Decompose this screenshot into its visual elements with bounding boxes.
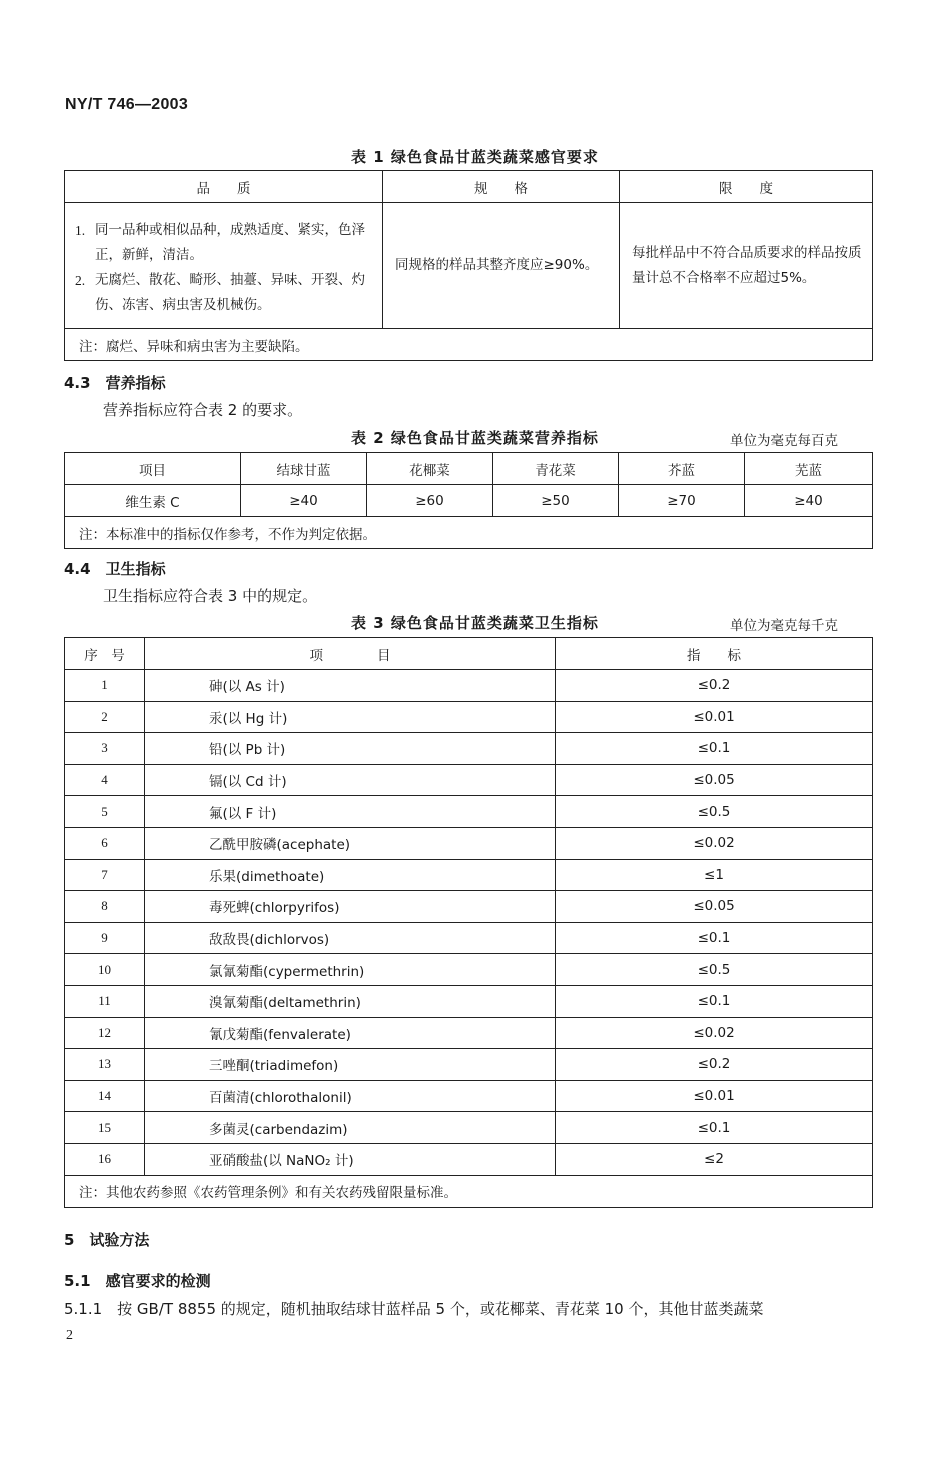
section-5-heading: 5 试验方法 [64,1231,150,1249]
table1-spec-cell: 同规格的样品其整齐度应≥90%。 [383,203,620,329]
table1-header-tolerance: 限 度 [620,171,873,203]
table-row [65,796,873,828]
section-5-1-heading: 5.1 感官要求的检测 [64,1272,211,1290]
table1-quality-cell [65,203,383,329]
table1-caption: 表 1 绿色食品甘蓝类蔬菜感官要求 [351,148,599,166]
table-row [65,1017,873,1049]
table1-tolerance-cell: 每批样品中不符合品质要求的样品按质量计总不合格率不应超过5%。 [620,203,873,329]
table-row [65,827,873,859]
table2-header: 芥蓝 [619,453,745,485]
row-item: 百菌清(chlorothalonil) [145,1080,556,1112]
table1-note: 注：腐烂、异味和病虫害为主要缺陷。 [65,329,873,361]
section-4-3-heading: 4.3 营养指标 [64,374,166,392]
table-row [65,954,873,986]
table2-cell: ≥60 [367,485,493,517]
row-limit: ≤0.05 [556,891,873,923]
table3-header-item: 项 目 [145,638,556,670]
row-number: 8 [65,891,145,923]
row-item: 铅(以 Pb 计) [145,733,556,765]
row-limit: ≤0.02 [556,827,873,859]
row-item: 氰戊菊酯(fenvalerate) [145,1017,556,1049]
row-number: 4 [65,764,145,796]
row-number: 11 [65,985,145,1017]
section-5-1-1-text: 5.1.1 按 GB/T 8855 的规定，随机抽取结球甘蓝样品 5 个，或花椰菜、青花菜 10 个，其他甘蓝类蔬菜 [64,1300,764,1318]
row-item: 毒死蜱(chlorpyrifos) [145,891,556,923]
row-item: 砷(以 As 计) [145,670,556,702]
quality-item: 2. 无腐烂、散花、畸形、抽薹、异味、开裂、灼伤、冻害、病虫害及机械伤。 [75,272,365,313]
table-row [65,733,873,765]
table2-header: 项目 [65,453,241,485]
row-number: 6 [65,827,145,859]
row-item: 多菌灵(carbendazim) [145,1112,556,1144]
table2-note: 注：本标准中的指标仅作参考，不作为判定依据。 [65,517,873,549]
table2-nutrition [64,452,873,549]
row-item: 亚硝酸盐(以 NaNO₂ 计) [145,1143,556,1175]
table2-cell: ≥40 [745,485,873,517]
row-number: 9 [65,922,145,954]
row-number: 10 [65,954,145,986]
table1-header-spec: 规 格 [383,171,620,203]
row-item: 敌敌畏(dichlorvos) [145,922,556,954]
table-row [65,1049,873,1081]
row-limit: ≤0.2 [556,1049,873,1081]
row-limit: ≤2 [556,1143,873,1175]
row-item: 乙酰甲胺磷(acephate) [145,827,556,859]
row-item: 溴氰菊酯(deltamethrin) [145,985,556,1017]
row-item: 氯氰菊酯(cypermethrin) [145,954,556,986]
row-item: 镉(以 Cd 计) [145,764,556,796]
row-number: 13 [65,1049,145,1081]
row-limit: ≤0.5 [556,796,873,828]
row-limit: ≤0.2 [556,670,873,702]
table2-header: 青花菜 [493,453,619,485]
table2-unit: 单位为毫克每百克 [730,433,838,449]
table-row [65,1080,873,1112]
row-item: 乐果(dimethoate) [145,859,556,891]
row-number: 5 [65,796,145,828]
row-number: 2 [65,701,145,733]
row-number: 7 [65,859,145,891]
row-item: 三唑酮(triadimefon) [145,1049,556,1081]
row-item: 汞(以 Hg 计) [145,701,556,733]
row-number: 1 [65,670,145,702]
row-limit: ≤0.01 [556,1080,873,1112]
row-limit: ≤0.02 [556,1017,873,1049]
table-row [65,985,873,1017]
table-row [65,1112,873,1144]
row-limit: ≤0.5 [556,954,873,986]
table-row [65,670,873,702]
table3-header-limit: 指 标 [556,638,873,670]
table2-header: 花椰菜 [367,453,493,485]
table-row [65,764,873,796]
table2-cell: ≥40 [241,485,367,517]
standard-number: NY/T 746—2003 [65,96,189,113]
table2-header: 芜蓝 [745,453,873,485]
row-item: 氟(以 F 计) [145,796,556,828]
table-row [65,701,873,733]
table-row [65,1143,873,1175]
row-number: 3 [65,733,145,765]
table2-cell: 维生素 C [65,485,241,517]
table-row [65,891,873,923]
table2-cell: ≥70 [619,485,745,517]
row-number: 12 [65,1017,145,1049]
table3-hygiene [64,637,873,1208]
row-limit: ≤0.1 [556,733,873,765]
table3-caption: 表 3 绿色食品甘蓝类蔬菜卫生指标 [351,614,599,632]
section-4-3-text: 营养指标应符合表 2 的要求。 [103,401,303,419]
row-limit: ≤0.1 [556,922,873,954]
row-number: 14 [65,1080,145,1112]
table-row [65,922,873,954]
row-limit: ≤0.1 [556,1112,873,1144]
section-4-4-text: 卫生指标应符合表 3 中的规定。 [103,587,318,605]
quality-item: 1. 同一品种或相似品种，成熟适度、紧实，色泽正，新鲜，清洁。 [75,222,365,263]
row-limit: ≤0.05 [556,764,873,796]
table3-unit: 单位为毫克每千克 [730,618,838,634]
table3-body [65,670,873,1176]
table-row [65,859,873,891]
section-4-4-heading: 4.4 卫生指标 [64,560,166,578]
row-limit: ≤0.01 [556,701,873,733]
table2-caption: 表 2 绿色食品甘蓝类蔬菜营养指标 [351,429,599,447]
row-limit: ≤1 [556,859,873,891]
table3-note: 注：其他农药参照《农药管理条例》和有关农药残留限量标准。 [65,1175,873,1207]
row-number: 15 [65,1112,145,1144]
table2-cell: ≥50 [493,485,619,517]
row-limit: ≤0.1 [556,985,873,1017]
page-number: 2 [66,1328,73,1343]
table1-sensory-requirements [64,170,873,361]
table1-header-quality: 品 质 [65,171,383,203]
table2-header: 结球甘蓝 [241,453,367,485]
table3-header-seq: 序 号 [65,638,145,670]
row-number: 16 [65,1143,145,1175]
